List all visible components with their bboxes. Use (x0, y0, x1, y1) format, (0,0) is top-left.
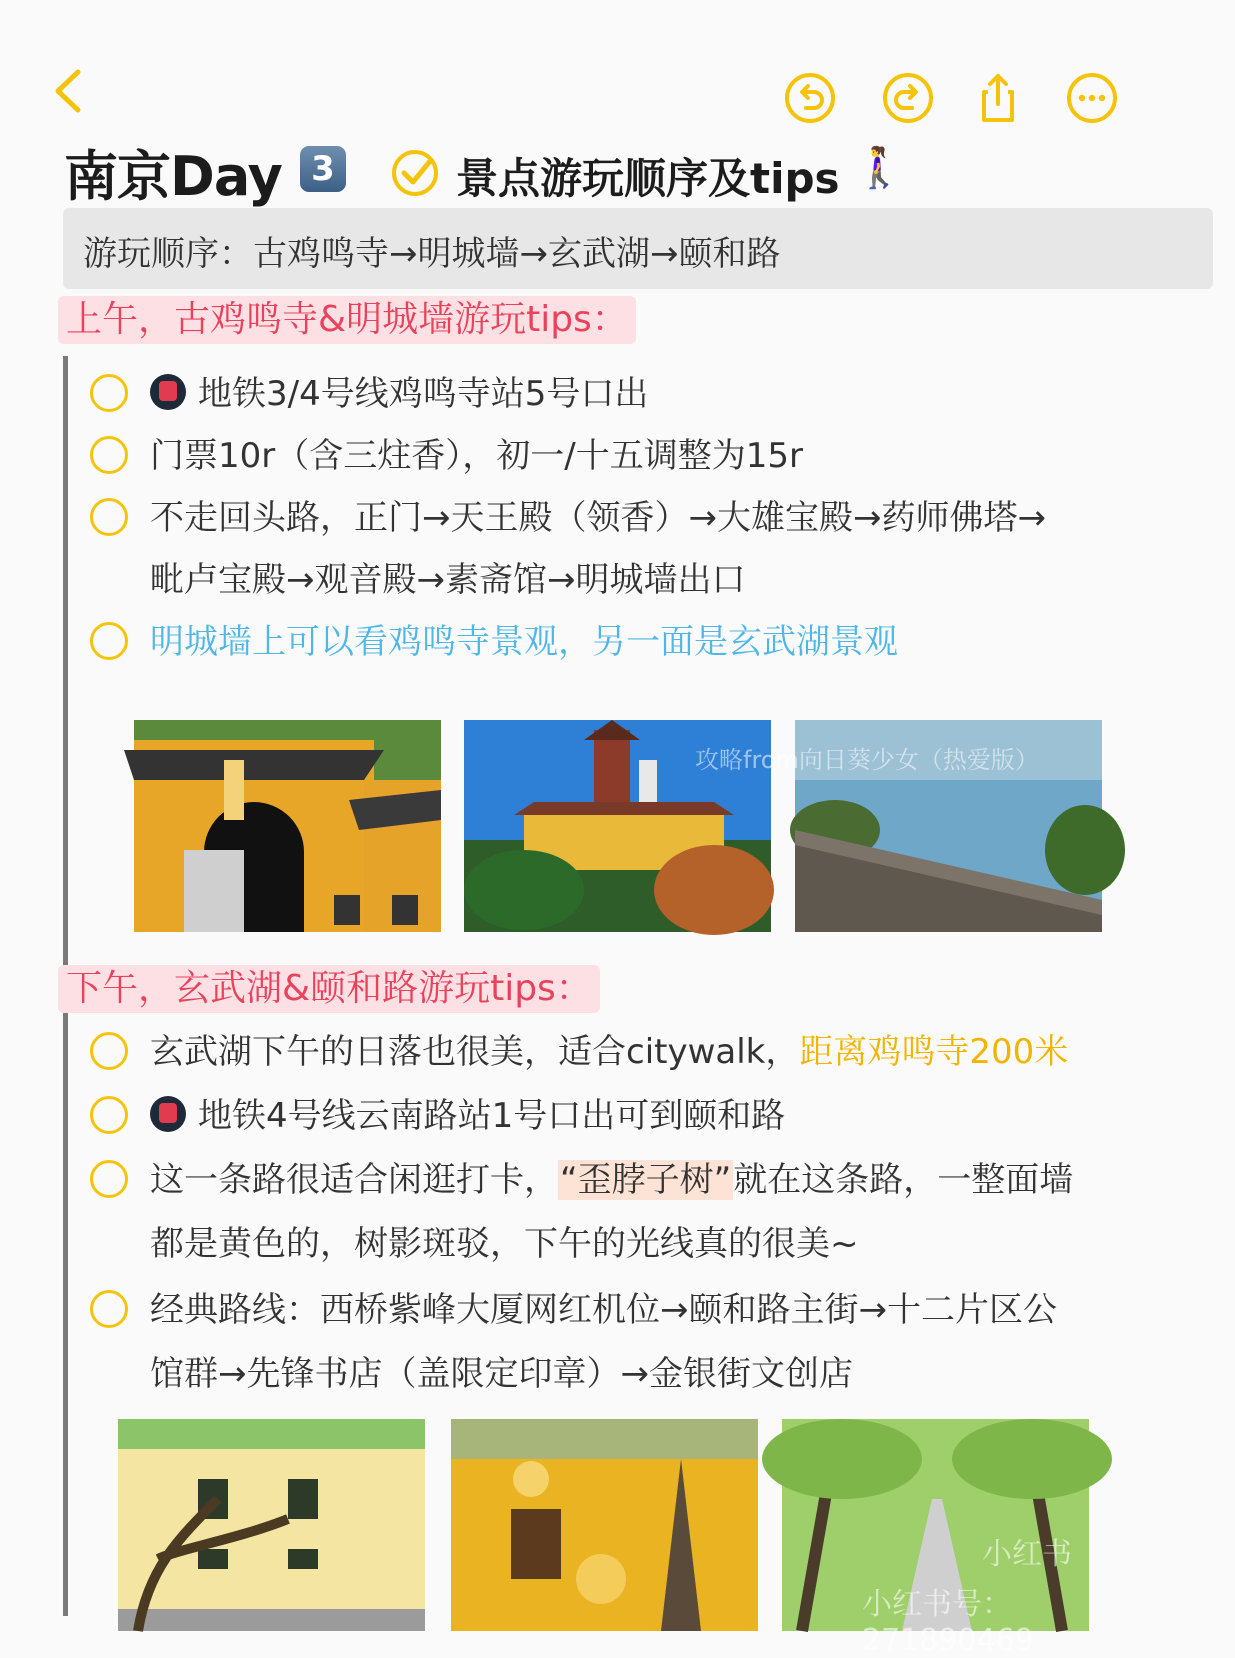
item-text-line1: 不走回头路，正门→天王殿（领香）→大雄宝殿→药师佛塔→ (150, 498, 1046, 538)
checkbox[interactable] (90, 374, 128, 412)
page-title: 南京Day (64, 145, 282, 208)
share-icon[interactable] (970, 70, 1026, 126)
day-number-badge: 3 (300, 146, 346, 192)
checkbox[interactable] (90, 1096, 128, 1134)
yellow-wall-tree-photo (451, 1419, 758, 1631)
redo-icon[interactable] (880, 70, 936, 126)
page-subtitle: 景点游玩顺序及tips (456, 154, 840, 203)
jiming-temple-gate-photo (134, 720, 441, 932)
checklist-item (90, 1020, 1190, 1084)
item-text: 明城墙上可以看鸡鸣寺景观，另一面是玄武湖景观 (150, 622, 898, 662)
city-wall-lake-photo (695, 720, 1102, 932)
item-text: 这一条路很适合闲逛打卡， (150, 1160, 558, 1200)
tree-lined-street-photo (782, 1419, 1089, 1658)
xiaohongshu-id-watermark: 小红书号：2718904​69 (862, 1587, 1034, 1658)
checkbox[interactable] (90, 1290, 128, 1328)
morning-heading: 上午，古鸡鸣寺&明城墙游玩tips： (58, 296, 636, 344)
item-text-line2: 毗卢宝殿→观音殿→素斋馆→明城墙出口 (150, 560, 746, 600)
checklist-item (90, 1084, 1190, 1148)
checkbox[interactable] (90, 1032, 128, 1070)
item-highlight: 距离鸡鸣寺200米 (799, 1032, 1069, 1072)
metro-icon (150, 374, 186, 410)
xiaohongshu-logo-watermark: 小红书 (982, 1537, 1072, 1572)
item-text: 门票10r（含三炷香），初一/十五调整为15r (150, 436, 803, 476)
item-text: 地铁3/4号线鸡鸣寺站5号口出 (198, 374, 649, 414)
yihe-road-building-photo (118, 1419, 425, 1631)
item-marked-text: “歪脖子树” (560, 1160, 732, 1200)
item-text: 就在这条路，一整面墙 (733, 1160, 1074, 1200)
runner-emoji-icon: 🚶‍♀️ (854, 145, 904, 191)
note-title (64, 134, 1214, 208)
more-icon[interactable] (1064, 70, 1120, 126)
checkbox[interactable] (90, 498, 128, 536)
checklist-item (90, 362, 1190, 426)
checklist-item (90, 486, 1190, 614)
item-text-line1: 经典路线：西桥紫峰大厦网红机位→颐和路主街→十二片区公 (150, 1290, 1057, 1330)
item-text-line2: 馆群→先锋书店（盖限定印章）→金银街文创店 (150, 1354, 853, 1394)
route-text: 游玩顺序：古鸡鸣寺→明城墙→玄武湖→颐和路 (83, 234, 781, 274)
checklist-item (90, 424, 1190, 488)
metro-icon (150, 1096, 186, 1132)
watermark-text: 攻略from向日葵少女（热爱版） (695, 746, 1039, 774)
route-summary (63, 208, 1213, 289)
checklist-item (90, 1148, 1190, 1276)
item-text: 地铁4号线云南路站1号口出可到颐和路 (198, 1096, 786, 1136)
check-circle-icon (389, 146, 441, 198)
toolbar (0, 0, 1235, 130)
checklist-item (90, 1278, 1190, 1406)
checkbox[interactable] (90, 436, 128, 474)
checklist-item (90, 610, 1190, 674)
item-text-line2: 都是黄色的，树影斑驳，下午的光线真的很美~ (150, 1224, 859, 1264)
checkbox[interactable] (90, 1160, 128, 1198)
afternoon-heading: 下午，玄武湖&颐和路游玩tips： (58, 965, 600, 1013)
undo-icon[interactable] (782, 70, 838, 126)
chevron-left-icon[interactable] (48, 66, 88, 116)
checkbox[interactable] (90, 622, 128, 660)
item-text: 玄武湖下午的日落也很美，适合citywalk， (150, 1032, 800, 1072)
